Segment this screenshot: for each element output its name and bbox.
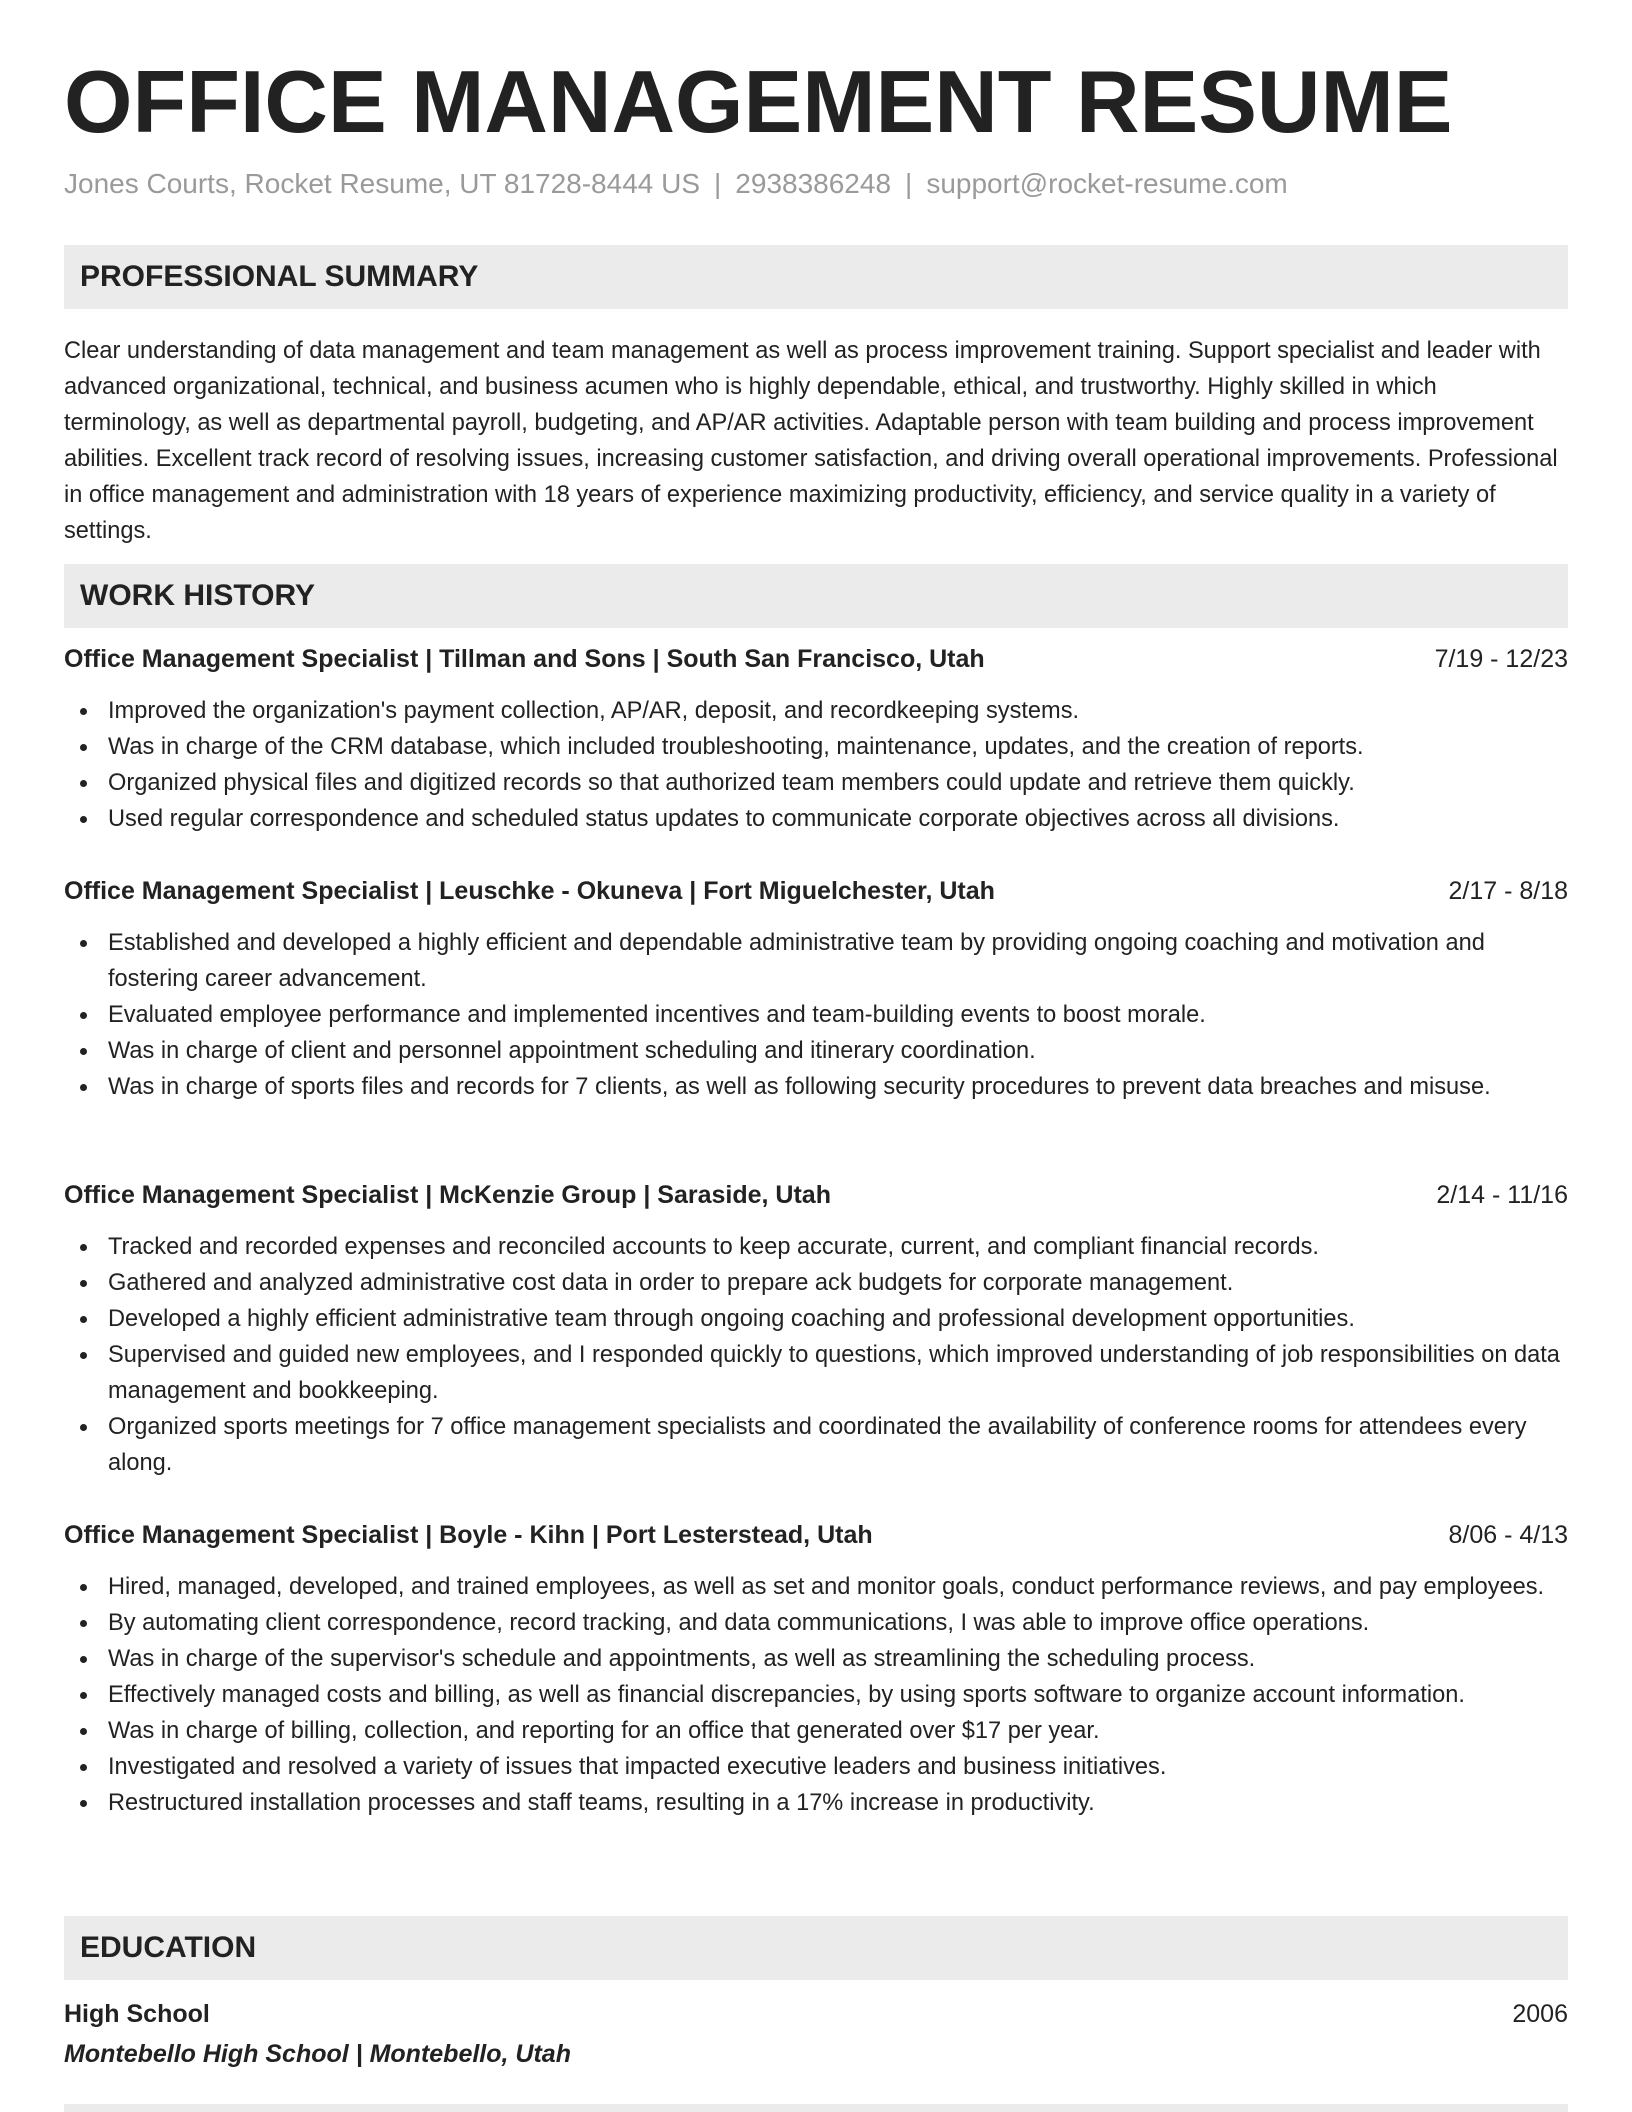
contact-email: support@rocket-resume.com <box>926 168 1288 199</box>
contact-address: Jones Courts, Rocket Resume, UT 81728-8444 US <box>64 168 701 199</box>
job-header <box>64 641 1568 677</box>
bullet-dot <box>80 1048 87 1055</box>
job-entry <box>64 1517 1568 1821</box>
job-title: Office Management Specialist | McKenzie Group | Saraside, Utah <box>64 1181 831 1209</box>
bullet-dot <box>80 708 87 715</box>
bullet-dot <box>80 1764 87 1771</box>
section-header-work-history <box>64 564 1568 628</box>
job-bullet-text: Effectively managed costs and billing, as well as financial discrepancies, by using sports software to organize account information. <box>108 1682 1465 1708</box>
job-bullet-text: Investigated and resolved a variety of issues that impacted executive leaders and business initiatives. <box>108 1754 1167 1780</box>
job-bullet-text: Was in charge of client and personnel appointment scheduling and itinerary coordination. <box>108 1038 1036 1064</box>
bullet-dot <box>80 1800 87 1807</box>
job-bullet-text: Established and developed a highly efficient and dependable administrative team by providing ongoing coaching and motivation and fostering career advancement. <box>108 930 1485 992</box>
bullet-dot <box>80 940 87 947</box>
contact-line <box>64 165 1288 203</box>
section-heading: PROFESSIONAL SUMMARY <box>80 260 479 293</box>
job-bullet-text: Organized sports meetings for 7 office management specialists and coordinated the availability of conference rooms for attendees every along. <box>108 1414 1527 1476</box>
job-title: Office Management Specialist | Leuschke - Okuneva | Fort Miguelchester, Utah <box>64 877 995 905</box>
section-heading: EDUCATION <box>80 1931 257 1964</box>
job-bullet-list <box>64 1229 1568 1481</box>
job-bullet <box>64 997 1568 1033</box>
bullet-dot <box>80 1084 87 1091</box>
bullet-dot <box>80 1728 87 1735</box>
bullet-dot <box>80 1584 87 1591</box>
education-degree: High School <box>64 2000 210 2028</box>
job-title: Office Management Specialist | Boyle - Kihn | Port Lesterstead, Utah <box>64 1521 873 1549</box>
job-bullet-text: Gathered and analyzed administrative cost data in order to prepare ack budgets for corporate management. <box>108 1270 1234 1296</box>
bullet-dot <box>80 1244 87 1251</box>
job-dates: 2/17 - 8/18 <box>1448 877 1568 905</box>
job-entry <box>64 641 1568 837</box>
job-bullet <box>64 1749 1568 1785</box>
bullet-dot <box>80 744 87 751</box>
job-bullet <box>64 729 1568 765</box>
bullet-dot <box>80 1424 87 1431</box>
bullet-dot <box>80 1656 87 1663</box>
bullet-dot <box>80 1620 87 1627</box>
job-bullet-text: Was in charge of sports files and records for 7 clients, as well as following security procedures to prevent data breaches and misuse. <box>108 1074 1491 1100</box>
job-bullet-text: By automating client correspondence, record tracking, and data communications, I was able to improve office operations. <box>108 1610 1370 1636</box>
job-bullet <box>64 1641 1568 1677</box>
job-bullet-text: Developed a highly efficient administrative team through ongoing coaching and professional development opportunities. <box>108 1306 1355 1332</box>
job-bullet-text: Improved the organization's payment collection, AP/AR, deposit, and recordkeeping systems. <box>108 698 1080 724</box>
job-header <box>64 1177 1568 1213</box>
job-bullet <box>64 1301 1568 1337</box>
bullet-dot <box>80 816 87 823</box>
job-bullet-text: Was in charge of the supervisor's schedule and appointments, as well as streamlining the scheduling process. <box>108 1646 1256 1672</box>
summary-text: Clear understanding of data management and team management as well as process improvement training. Support specialist and leader with advanced organizational, technical, and business acumen who is highly dependable, ethical, and trustworthy. Highly skilled in which terminology, as well as departmental payroll, budgeting, and AP/AR activities. Adaptable person with team building and process improvement abilities. Excellent track record of resolving issues, increasing customer satisfaction, and driving overall operational improvements. Professional in office management and administration with 18 years of experience maximizing productivity, efficiency, and service quality in a variety of settings. <box>64 338 1558 544</box>
job-entry <box>64 1177 1568 1481</box>
job-header <box>64 1517 1568 1553</box>
job-bullet <box>64 1409 1568 1481</box>
job-bullet <box>64 1265 1568 1301</box>
job-bullet-text: Was in charge of the CRM database, which included troubleshooting, maintenance, updates, and the creation of reports. <box>108 734 1364 760</box>
job-bullet-text: Used regular correspondence and scheduled status updates to communicate corporate objectives across all divisions. <box>108 806 1340 832</box>
section-header-next <box>64 2104 1568 2112</box>
job-dates: 7/19 - 12/23 <box>1434 645 1568 673</box>
job-bullet-text: Restructured installation processes and staff teams, resulting in a 17% increase in productivity. <box>108 1790 1095 1816</box>
section-heading: WORK HISTORY <box>80 579 316 612</box>
section-header-education <box>64 1916 1568 1980</box>
job-title: Office Management Specialist | Tillman and Sons | South San Francisco, Utah <box>64 645 985 673</box>
job-bullet-text: Was in charge of billing, collection, and reporting for an office that generated over $17 per year. <box>108 1718 1100 1744</box>
job-bullet <box>64 693 1568 729</box>
job-bullet <box>64 1337 1568 1409</box>
job-bullet <box>64 1569 1568 1605</box>
job-bullet-list <box>64 693 1568 837</box>
bullet-dot <box>80 1692 87 1699</box>
job-dates: 2/14 - 11/16 <box>1436 1181 1568 1209</box>
job-bullet <box>64 1069 1568 1105</box>
job-header <box>64 873 1568 909</box>
bullet-dot <box>80 1352 87 1359</box>
job-bullet <box>64 801 1568 837</box>
job-bullet-text: Organized physical files and digitized records so that authorized team members could update and retrieve them quickly. <box>108 770 1355 796</box>
job-bullet-text: Tracked and recorded expenses and reconciled accounts to keep accurate, current, and compliant financial records. <box>108 1234 1319 1260</box>
contact-separator: | <box>714 168 722 199</box>
job-dates: 8/06 - 4/13 <box>1448 1521 1568 1549</box>
job-bullet <box>64 765 1568 801</box>
job-bullet <box>64 1785 1568 1821</box>
job-bullet-text: Hired, managed, developed, and trained employees, as well as set and monitor goals, conduct performance reviews, and pay employees. <box>108 1574 1545 1600</box>
job-bullet-list <box>64 1569 1568 1821</box>
job-bullet-text: Evaluated employee performance and implemented incentives and team-building events to boost morale. <box>108 1002 1206 1028</box>
job-bullet <box>64 1033 1568 1069</box>
bullet-dot <box>80 1012 87 1019</box>
job-entry <box>64 873 1568 1105</box>
job-bullet-list <box>64 925 1568 1105</box>
contact-separator: | <box>905 168 913 199</box>
education-year: 2006 <box>1512 2000 1568 2028</box>
section-header-summary <box>64 245 1568 309</box>
bullet-dot <box>80 780 87 787</box>
resume-title: OFFICE MANAGEMENT RESUME <box>64 52 1453 151</box>
job-bullet <box>64 1713 1568 1749</box>
bullet-dot <box>80 1280 87 1287</box>
bullet-dot <box>80 1316 87 1323</box>
job-bullet <box>64 925 1568 997</box>
job-bullet <box>64 1605 1568 1641</box>
job-bullet-text: Supervised and guided new employees, and I responded quickly to questions, which improved understanding of job responsibilities on data management and bookkeeping. <box>108 1342 1560 1404</box>
job-bullet <box>64 1677 1568 1713</box>
job-bullet <box>64 1229 1568 1265</box>
education-school: Montebello High School | Montebello, Utah <box>64 2040 571 2068</box>
contact-phone: 2938386248 <box>735 168 892 199</box>
